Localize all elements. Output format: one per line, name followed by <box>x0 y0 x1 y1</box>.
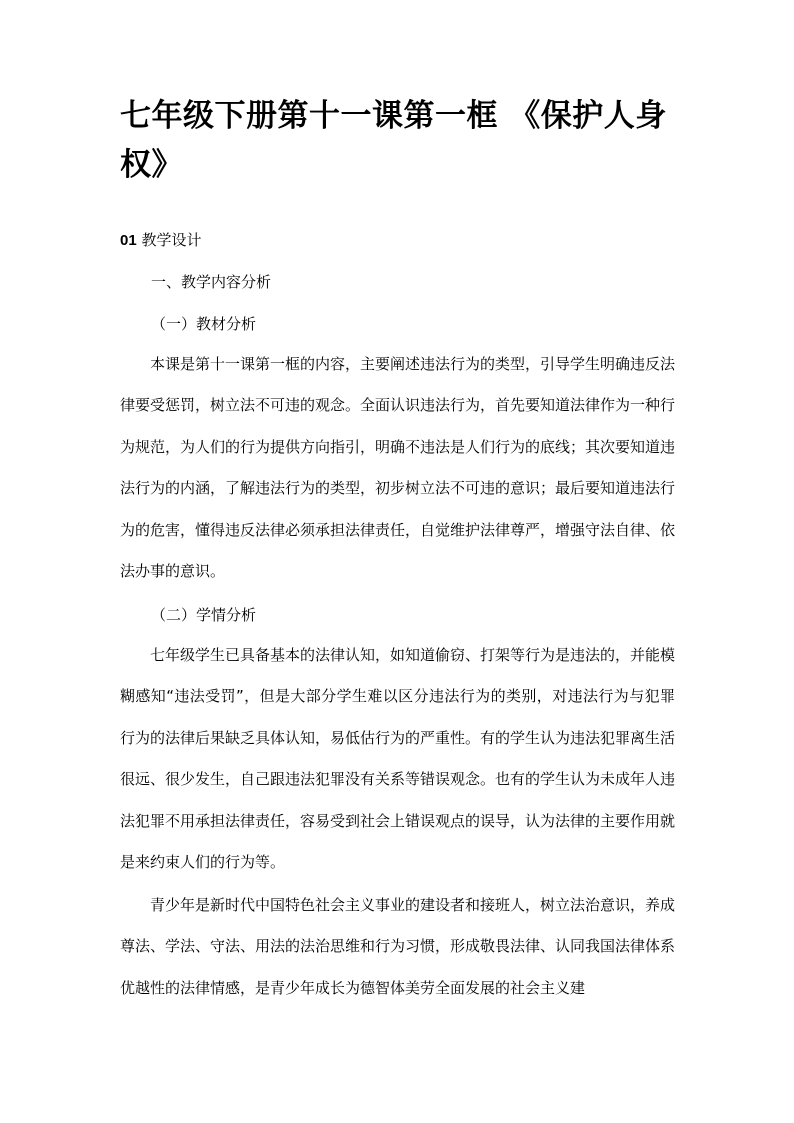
heading-textbook-analysis: （一）教材分析 <box>151 315 257 333</box>
section-label <box>120 228 201 253</box>
heading-content-analysis: 一、教学内容分析 <box>151 273 272 291</box>
section-name: 教学设计 <box>141 231 202 249</box>
paragraph-textbook-analysis: 本课是第十一课第一框的内容，主要阐述违法行为的类型，引导学生明确违反法律要受惩罚，树立法不可违的观念。全面认识违法行为，首先要知道法律作为一种行为规范，为人们的行为提供方向指引，明确不违法是人们行为的底线；其次要知道违法行为的内涵，了解违法行为的类型，初步树立法不可违的意识；最后要知道违法行为的危害，懂得违反法律必须承担法律责任，自觉维护法律尊严，增强守法自律、依法办事的意识。 <box>120 355 676 581</box>
paragraph-student-analysis: 七年级学生已具备基本的法律认知，如知道偷窃、打架等行为是违法的，并能模糊感知“违法受罚”，但是大部分学生难以区分违法行为的类别，对违法行为与犯罪行为的法律后果缺乏具体认知，易低估行为的严重性。有的学生认为违法犯罪离生活很远、很少发生，自己跟违法犯罪没有关系等错误观念。也有的学生认为未成年人违法犯罪不用承担法律责任，容易受到社会上错误观点的误导，认为法律的主要作用就是来约束人们的行为等。 <box>120 646 676 872</box>
heading-student-analysis: （二）学情分析 <box>151 606 257 624</box>
section-number: 01 <box>120 232 137 249</box>
document-title: 七年级下册第十一课第一框 《保护人身权》 <box>120 98 667 183</box>
paragraph-youth: 青少年是新时代中国特色社会主义事业的建设者和接班人，树立法治意识，养成尊法、学法、守法、用法的法治思维和行为习惯，形成敬畏法律、认同我国法律体系优越性的法律情感，是青少年成长为德智体美劳全面发展的社会主义建 <box>120 896 676 997</box>
